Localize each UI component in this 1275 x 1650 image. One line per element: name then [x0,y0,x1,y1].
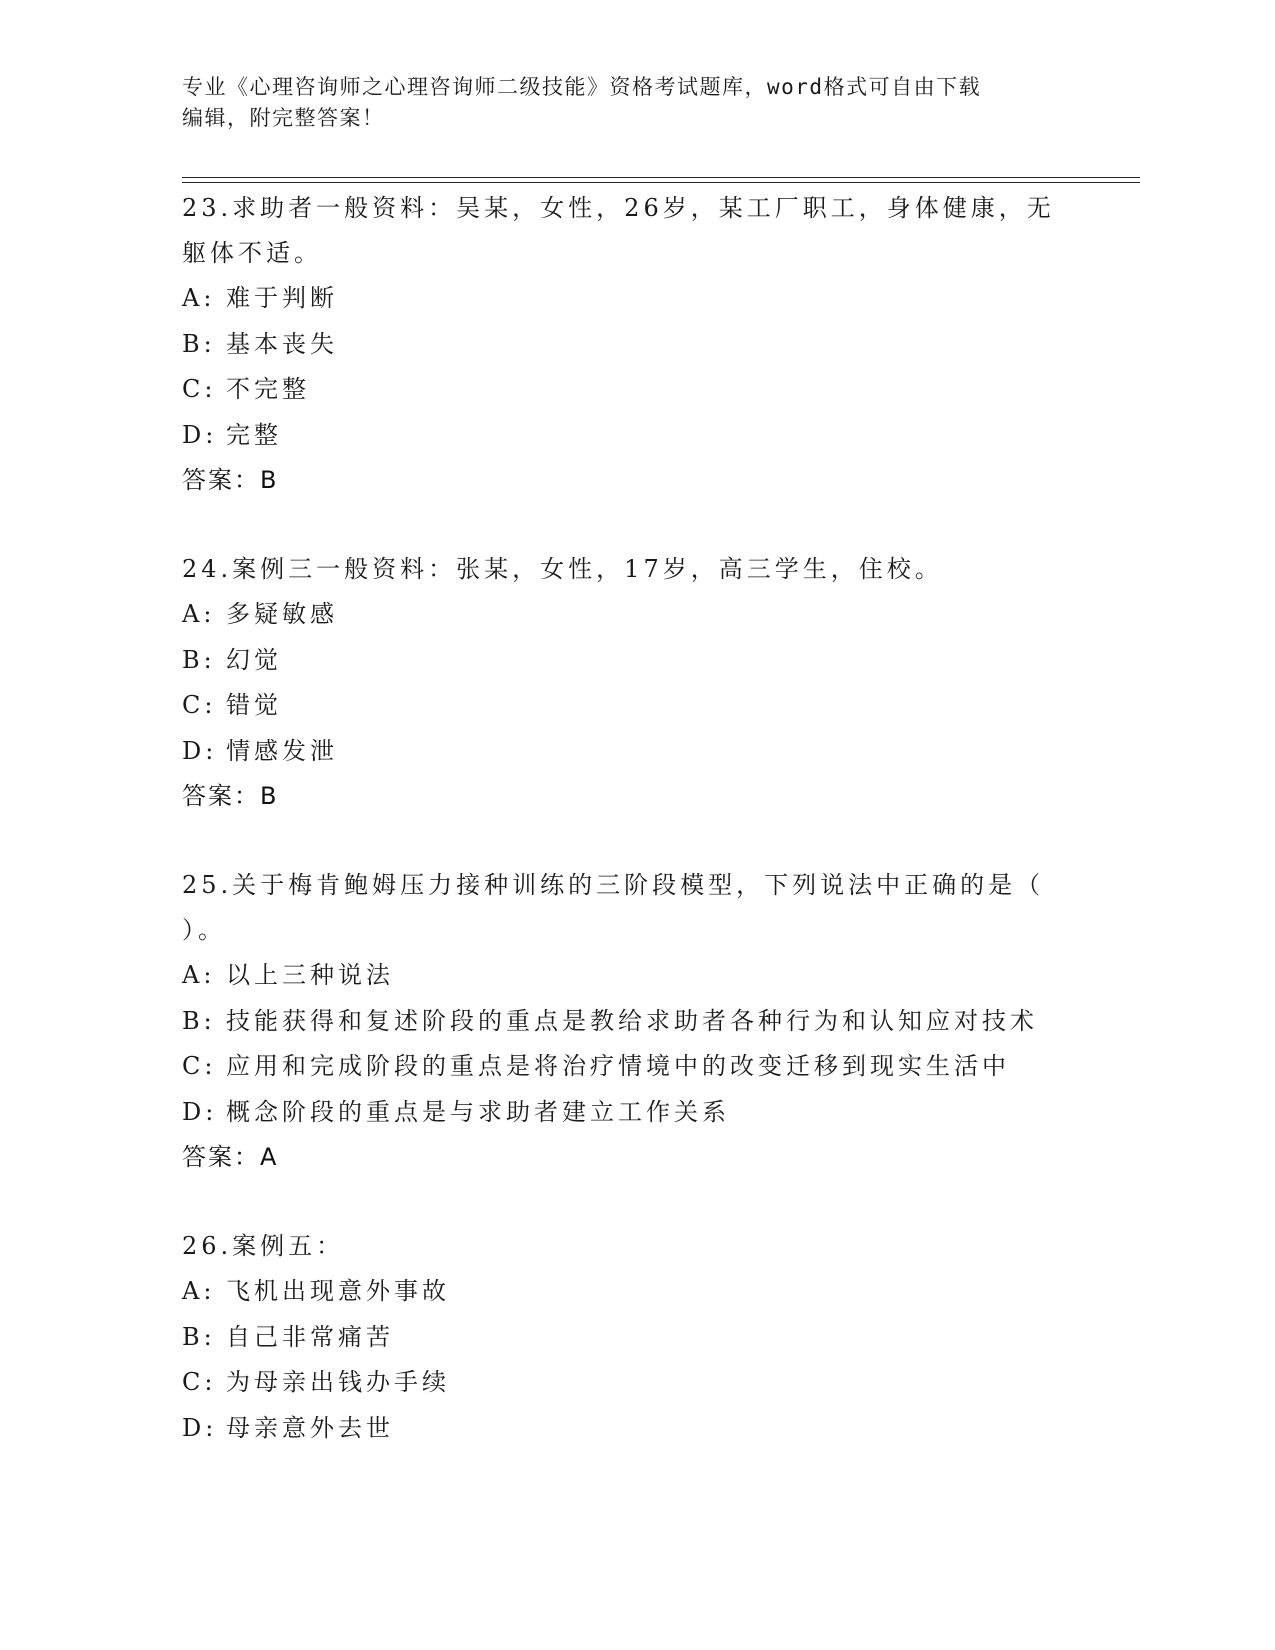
question-number: 25. [182,871,233,899]
option-letter: B: [182,645,216,674]
document-header [182,72,1062,134]
option-b [182,1315,1102,1361]
option-text: 基本丧失 [226,329,338,358]
question-25 [182,863,1102,1179]
option-c [182,1044,1102,1090]
option-d [182,1090,1102,1136]
option-b [182,638,1102,684]
option-letter: D: [182,1097,218,1126]
option-d [182,1406,1102,1452]
question-stem-line-1: 求助者一般资料：吴某，女性，26岁，某工厂职工，身体健康，无 [232,194,1055,222]
option-d [182,413,1102,459]
option-text: 难于判断 [226,284,338,312]
question-stem-line-1: 关于梅肯鲍姆压力接种训练的三阶段模型，下列说法中正确的是（ [232,871,1045,899]
option-text: 为母亲出钱办手续 [226,1368,450,1396]
option-a [182,1269,1102,1315]
question-list [182,186,1102,1451]
option-letter: C: [182,691,217,719]
question-number: 23. [182,194,233,222]
option-text: 情感发泄 [226,736,338,765]
question-23 [182,186,1102,502]
option-d [182,729,1102,775]
option-text: 应用和完成阶段的重点是将治疗情境中的改变迁移到现实生活中 [226,1052,1010,1080]
option-b [182,322,1102,368]
option-text: 完整 [226,420,282,449]
question-number: 26. [182,1232,233,1260]
option-letter: C: [182,1052,217,1080]
question-stem [182,547,1082,592]
option-c [182,1360,1102,1406]
spacer [182,818,1102,863]
option-text: 飞机出现意外事故 [226,1277,450,1305]
question-26 [182,1224,1102,1451]
answer-line: 答案：B [182,782,279,810]
question-stem-line-1: 案例三一般资料：张某，女性，17岁，高三学生，住校。 [232,555,943,583]
option-b [182,999,1102,1045]
option-letter: A: [182,961,216,989]
option-letter: A: [182,600,216,628]
option-text: 错觉 [226,691,282,719]
header-rule-bottom [182,182,1140,183]
header-line-1: 专业《心理咨询师之心理咨询师二级技能》资格考试题库，word格式可自由下载 [182,75,982,99]
header-line-2: 编辑，附完整答案！ [182,106,385,130]
spacer [182,1179,1102,1224]
question-stem-line-2: 躯体不适。 [182,239,322,267]
option-letter: D: [182,736,218,765]
option-text: 概念阶段的重点是与求助者建立工作关系 [226,1097,730,1126]
question-stem-line-2: ）。 [182,916,226,944]
option-text: 以上三种说法 [226,961,394,989]
option-letter: C: [182,375,217,403]
question-stem-line-1: 案例五： [232,1232,345,1260]
option-letter: A: [182,1277,216,1305]
spacer [182,502,1102,547]
option-a [182,276,1102,322]
option-c [182,683,1102,729]
option-letter: D: [182,1413,218,1442]
question-stem [182,1224,1082,1269]
option-text: 母亲意外去世 [226,1413,394,1442]
option-c [182,367,1102,413]
option-text: 幻觉 [226,645,282,674]
header-rule-top [182,177,1140,178]
option-letter: C: [182,1368,217,1396]
option-text: 多疑敏感 [226,600,338,628]
question-stem [182,863,1082,953]
answer-line: 答案：B [182,466,279,494]
question-24 [182,547,1102,818]
question-number: 24. [182,555,233,583]
option-a [182,592,1102,638]
option-letter: B: [182,1006,216,1035]
answer-line: 答案：A [182,1143,279,1171]
option-a [182,953,1102,999]
option-letter: A: [182,284,216,312]
question-stem [182,186,1082,276]
option-letter: B: [182,1322,216,1351]
option-text: 不完整 [226,375,310,403]
option-text: 技能获得和复述阶段的重点是教给求助者各种行为和认知应对技术 [226,1006,1038,1035]
option-letter: D: [182,420,218,449]
option-letter: B: [182,329,216,358]
option-text: 自己非常痛苦 [226,1322,394,1351]
